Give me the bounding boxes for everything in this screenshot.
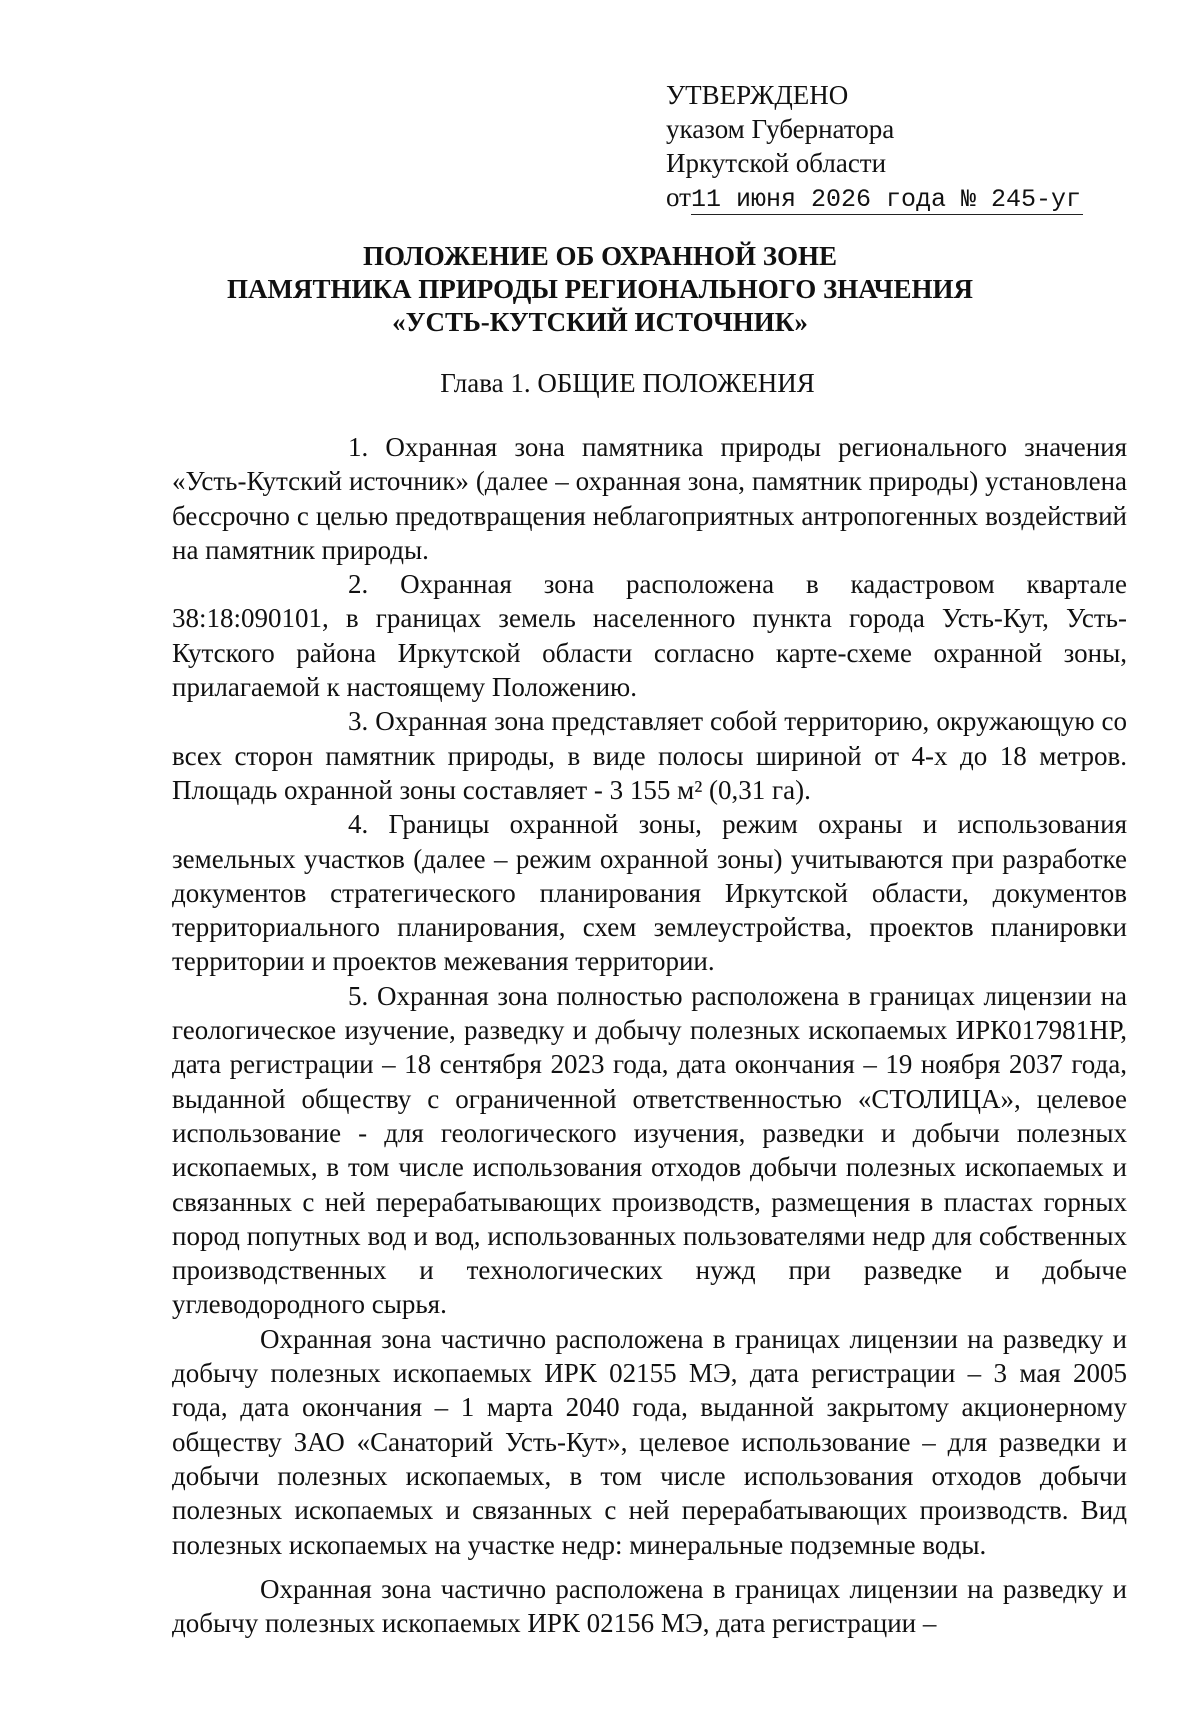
paragraph-5-cont-2 [172, 1572, 1127, 1641]
approval-region: Иркутской области [666, 148, 887, 178]
paragraph-number: 3. [348, 706, 369, 737]
paragraph-3 [172, 704, 1127, 807]
paragraph-text: Охранная зона частично расположена в границах лицензии на разведку и добычу полезных ископаемых ИРК 02155 МЭ, дата регистрации – 3 мая 2005 года, дата окончания – 1 марта 2040 года, выданной закрытому акционерному обществу ЗАО «Санаторий Усть-Кут», целевое использование – для разведки и добычи полезных ископаемых, в том числе использования отходов добычи полезных ископаемых и связанных с ней перерабатывающих производств. Вид полезных ископаемых на участке недр: минеральные подземные воды. [172, 1323, 1127, 1560]
paragraph-text: Охранная зона частично расположена в границах лицензии на разведку и добычу полезных ископаемых ИРК 02156 МЭ, дата регистрации – [172, 1573, 1127, 1639]
approval-heading: УТВЕРЖДЕНО [666, 80, 849, 110]
paragraph-number: 4. [348, 809, 369, 840]
paragraph-text: Охранная зона расположена в кадастровом квартале 38:18:090101, в границах земель населенного пункта города Усть-Кут, Усть-Кутского района Иркутской области согласно карте-схеме охранной зоны, прилагаемой к настоящему Положению. [172, 569, 1128, 703]
approval-stamp [666, 78, 1083, 217]
approval-date-value: 11 июня 2026 года № 245-уг [690, 185, 1082, 214]
paragraph-5-cont-1 [172, 1322, 1127, 1562]
paragraph-4 [172, 807, 1127, 978]
title-line-1: ПОЛОЖЕНИЕ ОБ ОХРАННОЙ ЗОНЕ [362, 241, 838, 271]
paragraph-number: 1. [348, 432, 369, 462]
paragraph-2 [172, 567, 1127, 704]
chapter-heading: Глава 1. ОБЩИЕ ПОЛОЖЕНИЯ [440, 368, 815, 398]
paragraph-5 [172, 979, 1127, 1322]
document-title [0, 240, 1200, 339]
paragraph-text: Охранная зона памятника природы регионального значения «Усть-Кутский источник» (далее – охранная зона, памятник природы) установлена бессрочно с целью предотвращения неблагоприятных антропогенных воздействий на памятник природы. [172, 432, 1128, 565]
approval-date-prefix: от [666, 182, 691, 212]
document-body [172, 430, 1127, 1640]
paragraph-text: Охранная зона полностью расположена в границах лицензии на геологическое изучение, разведку и добычу полезных ископаемых ИРК017981НР, дата регистрации – 18 сентября 2023 года, дата окончания – 19 ноября 2037 года, выданной обществу с ограниченной ответственностью «СТОЛИЦА», целевое использование - для геологического изучения, разведки и добычи полезных ископаемых, в том числе использования отходов добычи полезных ископаемых и связанных с ней перерабатывающих производств, размещения в пластах горных пород попутных вод и вод, использованных пользователями недр для собственных производственных и технологических нужд при разведке и добыче углеводородного сырья. [172, 980, 1128, 1320]
paragraph-1 [172, 430, 1127, 567]
paragraph-text: Охранная зона представляет собой территорию, окружающую со всех сторон памятник природы, в виде полосы шириной от 4-х до 18 метров. Площадь охранной зоны составляет - 3 155 м² (0,31 га). [172, 706, 1127, 805]
approval-authority: указом Губернатора [666, 114, 895, 144]
paragraph-text: Границы охранной зоны, режим охраны и использования земельных участков (далее – режим охранной зоны) учитываются при разработке документов стратегического планирования Иркутской области, документов территориального планирования, схем землеустройства, проектов планировки территории и проектов межевания территории. [172, 809, 1127, 977]
paragraph-number: 2. [348, 569, 369, 600]
paragraph-number: 5. [348, 980, 369, 1011]
title-line-2: ПАМЯТНИКА ПРИРОДЫ РЕГИОНАЛЬНОГО ЗНАЧЕНИЯ [226, 274, 974, 304]
title-line-3: «УСТЬ-КУТСКИЙ ИСТОЧНИК» [392, 307, 808, 337]
approval-date-line [666, 180, 1083, 217]
